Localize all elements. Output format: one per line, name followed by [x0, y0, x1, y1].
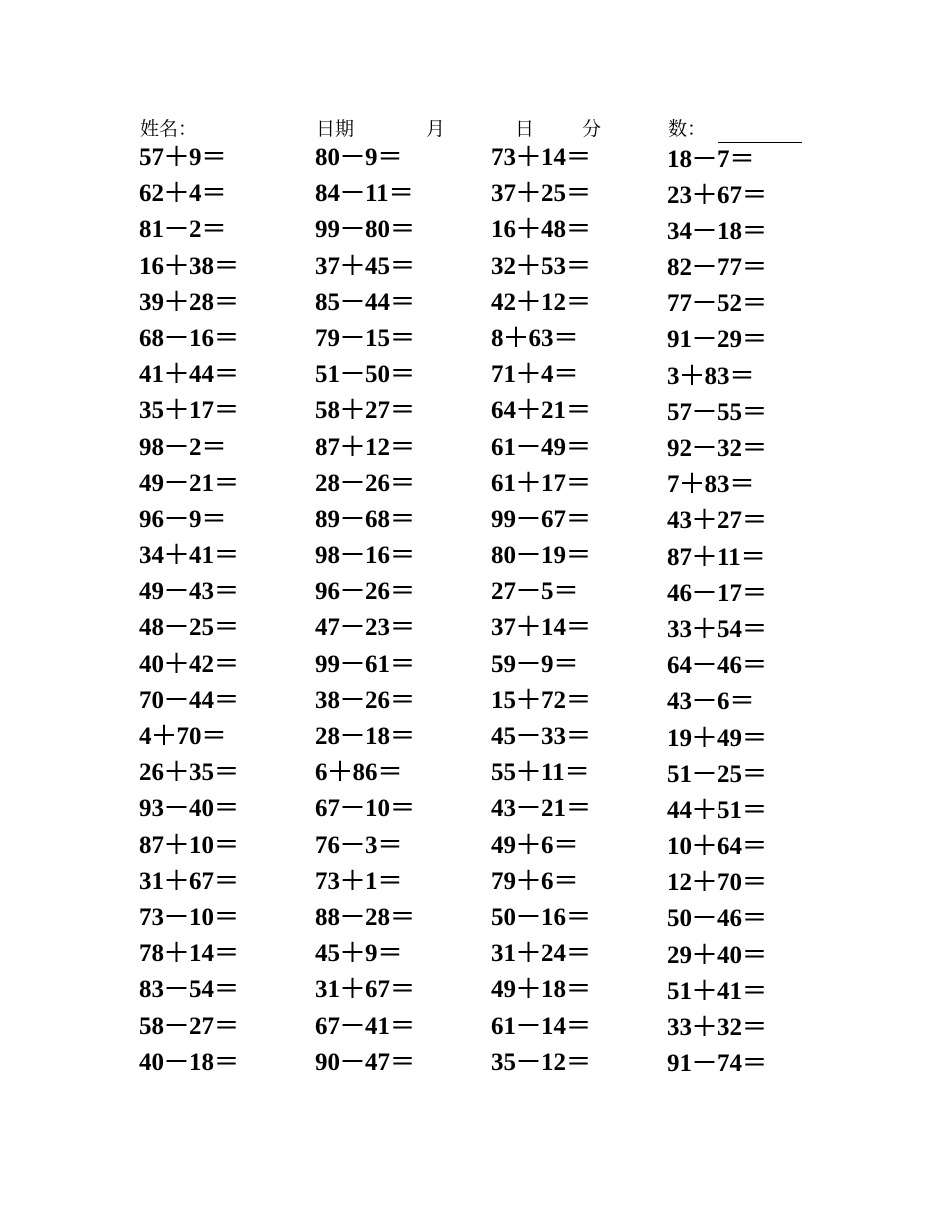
arithmetic-problem: 61＋17＝ — [491, 469, 592, 497]
arithmetic-problem: 15＋72＝ — [491, 686, 592, 714]
day-label: 日 — [515, 118, 535, 140]
arithmetic-problem: 38－26＝ — [315, 686, 416, 714]
arithmetic-problem: 16＋48＝ — [491, 216, 592, 244]
arithmetic-problem: 64－46＝ — [667, 652, 768, 680]
arithmetic-problem: 58＋27＝ — [315, 397, 416, 425]
arithmetic-problem: 83－54＝ — [139, 976, 240, 1004]
arithmetic-problem: 31＋24＝ — [491, 940, 592, 968]
arithmetic-problem: 37＋25＝ — [491, 180, 592, 208]
arithmetic-problem: 84－11＝ — [315, 180, 414, 208]
arithmetic-problem: 67－10＝ — [315, 795, 416, 823]
arithmetic-problem: 80－9＝ — [315, 144, 403, 171]
name-label: 姓名： — [140, 118, 198, 140]
arithmetic-problem: 57＋9＝ — [139, 144, 227, 171]
arithmetic-problem: 23＋67＝ — [667, 181, 768, 209]
arithmetic-problem: 91－74＝ — [667, 1050, 768, 1078]
arithmetic-problem: 80－19＝ — [491, 542, 592, 570]
arithmetic-problem: 99－80＝ — [315, 216, 416, 244]
arithmetic-problem: 29＋40＝ — [667, 941, 768, 969]
arithmetic-problem: 62＋4＝ — [139, 180, 227, 208]
arithmetic-problem: 79－15＝ — [315, 324, 416, 352]
arithmetic-problem: 51＋41＝ — [667, 977, 768, 1005]
arithmetic-problem: 44＋51＝ — [667, 796, 768, 824]
arithmetic-problem: 61－14＝ — [491, 1012, 592, 1040]
arithmetic-problem: 87＋12＝ — [315, 433, 416, 461]
arithmetic-problem: 87＋11＝ — [667, 543, 766, 571]
arithmetic-problem: 73－10＝ — [139, 903, 240, 931]
arithmetic-problem: 51－50＝ — [315, 361, 416, 389]
arithmetic-problem: 55＋11＝ — [491, 759, 590, 787]
arithmetic-problem: 76－3＝ — [315, 831, 403, 859]
arithmetic-problem: 40＋42＝ — [139, 650, 240, 678]
arithmetic-problem: 32＋53＝ — [491, 252, 592, 280]
arithmetic-problem: 78＋14＝ — [139, 940, 240, 968]
arithmetic-problem: 7＋83＝ — [667, 471, 755, 499]
arithmetic-problem: 28－18＝ — [315, 723, 416, 750]
worksheet-header — [0, 114, 950, 142]
arithmetic-problem: 37＋45＝ — [315, 252, 416, 280]
arithmetic-problem: 19＋49＝ — [667, 724, 768, 752]
arithmetic-problem: 34－18＝ — [667, 217, 768, 245]
arithmetic-problem: 8＋63＝ — [491, 324, 579, 352]
arithmetic-problem: 45＋9＝ — [315, 940, 403, 968]
arithmetic-problem: 61－49＝ — [491, 433, 592, 461]
arithmetic-problem: 64＋21＝ — [491, 397, 592, 425]
arithmetic-problem: 40－18＝ — [139, 1048, 240, 1076]
arithmetic-problem: 89－68＝ — [315, 505, 416, 533]
problem-column-3 — [491, 140, 591, 1081]
arithmetic-problem: 27－5＝ — [491, 578, 579, 606]
arithmetic-problem: 51－25＝ — [667, 760, 768, 788]
month-label: 月 — [426, 118, 446, 140]
arithmetic-problem: 79＋6＝ — [491, 867, 579, 895]
score-label-part2: 数： — [668, 118, 707, 140]
arithmetic-problem: 96－9＝ — [139, 505, 227, 533]
date-label: 日期 — [316, 118, 355, 140]
arithmetic-problem: 31＋67＝ — [315, 976, 416, 1004]
arithmetic-problem: 48－25＝ — [139, 614, 240, 642]
arithmetic-problem: 99－67＝ — [491, 505, 592, 533]
arithmetic-problem: 73＋14＝ — [491, 144, 592, 171]
arithmetic-problem: 71＋4＝ — [491, 361, 579, 389]
arithmetic-problem: 98－2＝ — [139, 433, 227, 461]
arithmetic-problem: 67－41＝ — [315, 1012, 416, 1040]
arithmetic-problem: 87＋10＝ — [139, 831, 240, 859]
arithmetic-problem: 73＋1＝ — [315, 867, 403, 895]
arithmetic-problem: 93－40＝ — [139, 795, 240, 823]
arithmetic-problem: 6＋86＝ — [315, 759, 403, 787]
arithmetic-problem: 43－21＝ — [491, 795, 592, 823]
arithmetic-problem: 57－55＝ — [667, 398, 768, 426]
arithmetic-problem: 68－16＝ — [139, 324, 240, 352]
arithmetic-problem: 33＋32＝ — [667, 1014, 768, 1041]
problem-column-2 — [315, 140, 415, 1081]
arithmetic-problem: 43＋27＝ — [667, 507, 768, 535]
arithmetic-problem: 37＋14＝ — [491, 614, 592, 642]
arithmetic-problem: 98－16＝ — [315, 542, 416, 570]
arithmetic-problem: 49＋18＝ — [491, 976, 592, 1004]
arithmetic-problem: 41＋44＝ — [139, 361, 240, 389]
arithmetic-problem: 45－33＝ — [491, 723, 592, 750]
arithmetic-problem: 77－52＝ — [667, 290, 768, 318]
arithmetic-problem: 47－23＝ — [315, 614, 416, 642]
arithmetic-problem: 50－16＝ — [491, 903, 592, 931]
arithmetic-problem: 49－43＝ — [139, 578, 240, 606]
arithmetic-problem: 88－28＝ — [315, 903, 416, 931]
arithmetic-problem: 90－47＝ — [315, 1048, 416, 1076]
arithmetic-problem: 39＋28＝ — [139, 288, 240, 316]
arithmetic-problem: 18－7＝ — [667, 145, 755, 173]
arithmetic-problem: 10＋64＝ — [667, 833, 768, 861]
arithmetic-problem: 43－6＝ — [667, 688, 755, 716]
arithmetic-problem: 26＋35＝ — [139, 759, 240, 787]
arithmetic-problem: 50－46＝ — [667, 905, 768, 933]
problem-column-4 — [667, 140, 767, 1081]
arithmetic-problem: 92－32＝ — [667, 435, 768, 462]
arithmetic-problem: 3＋83＝ — [667, 362, 755, 390]
arithmetic-problem: 81－2＝ — [139, 216, 227, 244]
arithmetic-problem: 85－44＝ — [315, 288, 416, 316]
arithmetic-problem: 12＋70＝ — [667, 869, 768, 897]
arithmetic-problem: 96－26＝ — [315, 578, 416, 606]
arithmetic-problem: 4＋70＝ — [139, 723, 227, 750]
arithmetic-problem: 49＋6＝ — [491, 831, 579, 859]
arithmetic-problem: 35－12＝ — [491, 1048, 592, 1076]
arithmetic-problem: 59－9＝ — [491, 650, 579, 678]
arithmetic-problem: 58－27＝ — [139, 1012, 240, 1040]
arithmetic-problem: 42＋12＝ — [491, 288, 592, 316]
arithmetic-problem: 34＋41＝ — [139, 542, 240, 570]
arithmetic-problem: 49－21＝ — [139, 469, 240, 497]
arithmetic-problem: 70－44＝ — [139, 686, 240, 714]
arithmetic-problem: 28－26＝ — [315, 469, 416, 497]
arithmetic-problem: 16＋38＝ — [139, 252, 240, 280]
arithmetic-problem: 33＋54＝ — [667, 615, 768, 643]
arithmetic-problem: 82－77＝ — [667, 254, 768, 282]
arithmetic-problem: 31＋67＝ — [139, 867, 240, 895]
score-label-part1: 分 — [582, 118, 602, 140]
arithmetic-problem: 35＋17＝ — [139, 397, 240, 425]
arithmetic-problem: 99－61＝ — [315, 650, 416, 678]
arithmetic-problem: 91－29＝ — [667, 326, 768, 354]
problem-column-1 — [139, 140, 239, 1081]
arithmetic-problem: 46－17＝ — [667, 579, 768, 607]
